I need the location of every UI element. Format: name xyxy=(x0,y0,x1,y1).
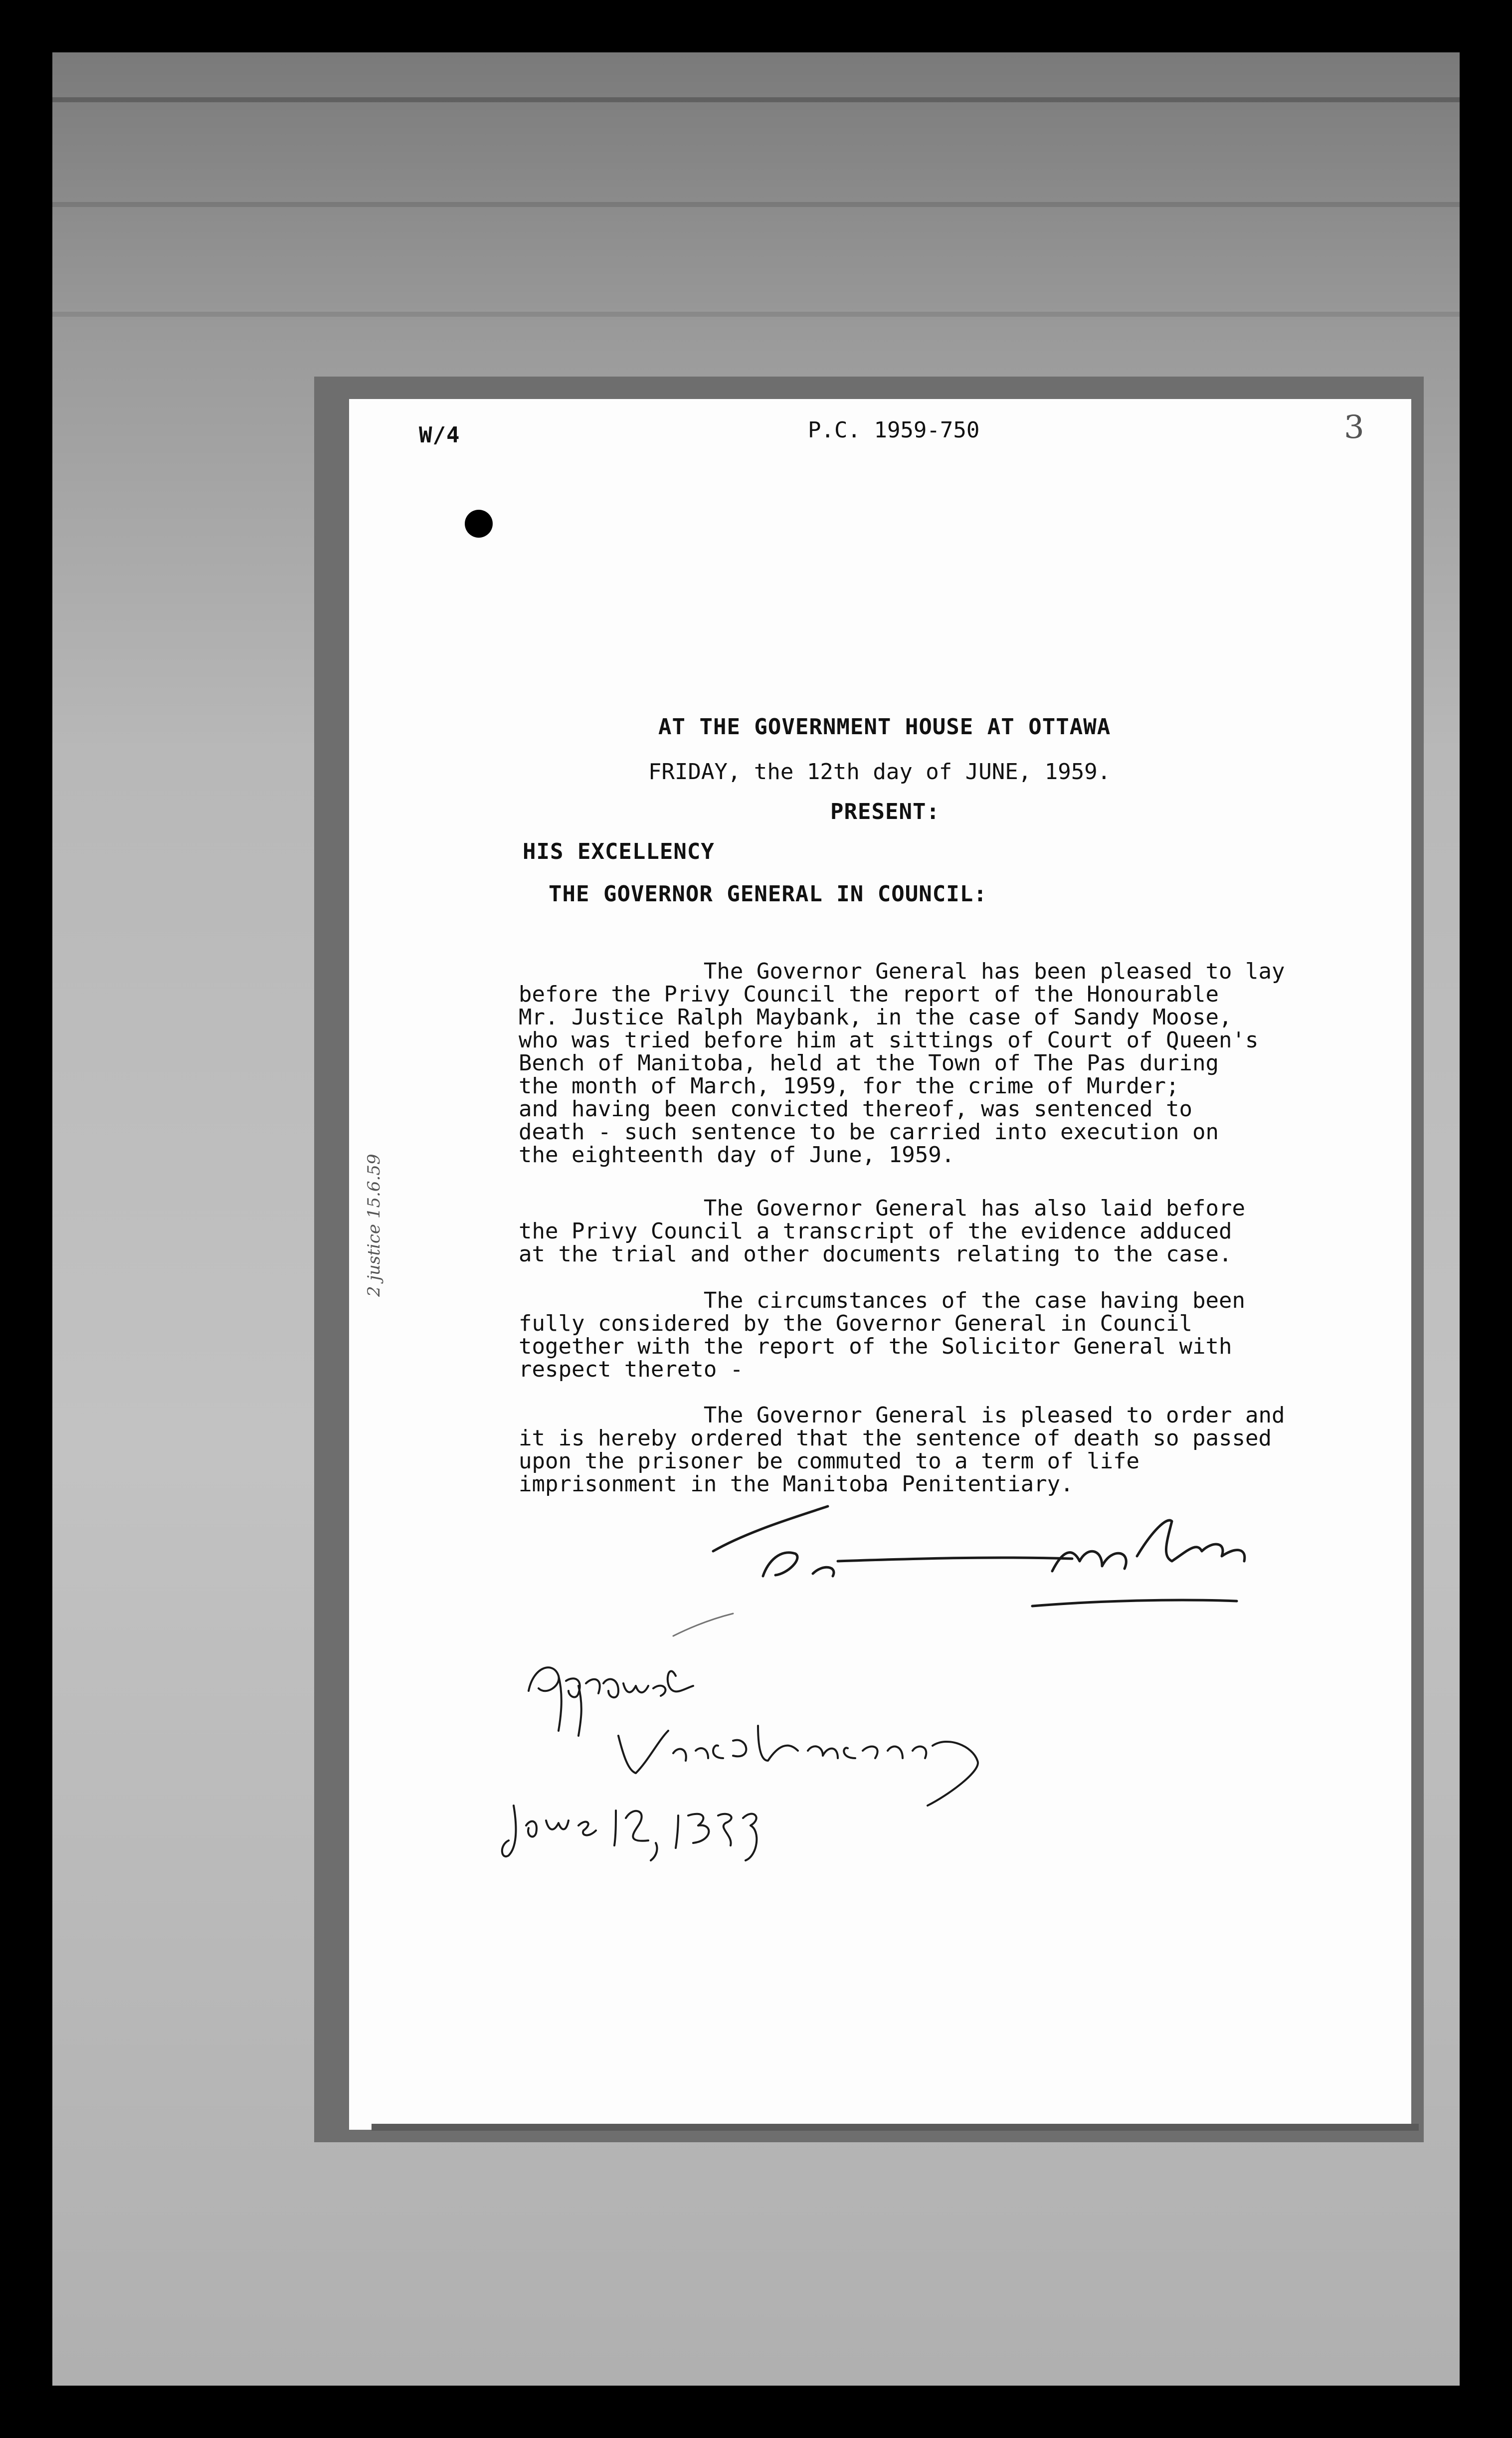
governor-signature xyxy=(618,1726,978,1806)
body-line: fully considered by the Governor General in Council xyxy=(519,1311,1193,1336)
body-line: and having been convicted thereof, was sentenced to xyxy=(519,1096,1193,1122)
heading-date: FRIDAY, the 12th day of JUNE, 1959. xyxy=(648,759,1111,785)
body-line: before the Privy Council the report of the Honourable xyxy=(519,982,1219,1007)
body-line: imprisonment in the Manitoba Penitentiary. xyxy=(519,1471,1074,1497)
order-number: P.C. 1959-750 xyxy=(808,417,980,443)
body-line: upon the prisoner be commuted to a term of life xyxy=(519,1448,1140,1474)
body-line: Bench of Manitoba, held at the Town of The Pas during xyxy=(519,1050,1219,1076)
body-line: the eighteenth day of June, 1959. xyxy=(519,1142,955,1168)
body-line: The circumstances of the case having been xyxy=(519,1288,1245,1313)
approval-signature xyxy=(499,1646,1047,1885)
approval-date xyxy=(502,1806,757,1860)
body-line: respect thereto - xyxy=(519,1357,744,1382)
body-line: the month of March, 1959, for the crime of Murder; xyxy=(519,1073,1179,1099)
body-line: Mr. Justice Ralph Maybank, in the case of Sandy Moose, xyxy=(519,1005,1232,1030)
heading-place: AT THE GOVERNMENT HOUSE AT OTTAWA xyxy=(658,714,1111,740)
punch-hole xyxy=(465,510,493,538)
scan-streak xyxy=(52,202,1460,207)
paper-bottom-edge xyxy=(372,2124,1419,2131)
body-line: who was tried before him at sittings of Court of Queen's xyxy=(519,1027,1259,1053)
minister-signature xyxy=(673,1486,1331,1636)
body-line: together with the report of the Solicitor General with xyxy=(519,1334,1232,1359)
body-line: it is hereby ordered that the sentence of death so passed xyxy=(519,1425,1272,1451)
page-number: 3 xyxy=(1344,409,1364,446)
document-page xyxy=(349,399,1411,2130)
body-line: at the trial and other documents relating to the case. xyxy=(519,1241,1232,1267)
body-line: death - such sentence to be carried into execution on xyxy=(519,1119,1219,1145)
scan-streak xyxy=(52,312,1460,317)
heading-excellency: HIS EXCELLENCY xyxy=(523,839,715,864)
body-line: The Governor General is pleased to order and xyxy=(519,1403,1285,1428)
body-line: the Privy Council a transcript of the evidence adduced xyxy=(519,1219,1232,1244)
approval-word xyxy=(529,1667,693,1736)
heading-present: PRESENT: xyxy=(830,799,940,824)
body-line: The Governor General has also laid before xyxy=(519,1196,1245,1221)
scan-streak xyxy=(52,97,1460,102)
body-line: The Governor General has been pleased to lay xyxy=(519,959,1285,984)
heading-council: THE GOVERNOR GENERAL IN COUNCIL: xyxy=(549,881,987,907)
margin-note: 2 justice 15.6.59 xyxy=(364,1154,384,1297)
file-mark: W/4 xyxy=(419,422,460,448)
